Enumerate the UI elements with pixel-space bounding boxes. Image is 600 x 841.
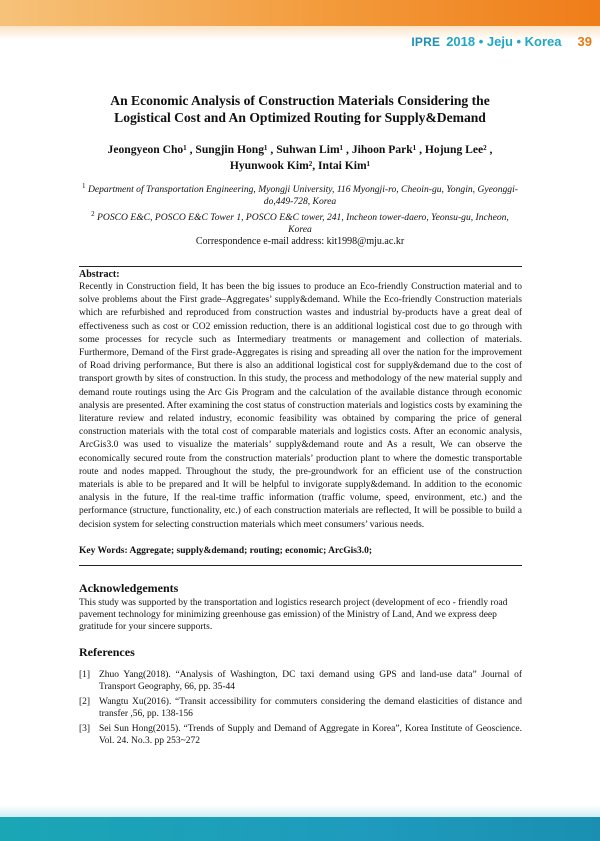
title-line-1: An Economic Analysis of Construction Materials Considering the xyxy=(110,93,490,108)
affiliation-2-text: POSCO E&C, POSCO E&C Tower 1, POSCO E&C tower, 241, Incheon tower-daero, Yeonsu-gu, Incheon, Korea xyxy=(94,212,509,236)
affiliation-1 xyxy=(80,180,520,208)
acknowledgements-heading: Acknowledgements xyxy=(79,581,179,595)
references-heading: References xyxy=(79,645,135,659)
header-band xyxy=(0,0,600,26)
abstract-body: Recently in Construction field, It has been the big issues to produce an Eco-friendly Construction material and to solve problems about the First grade–Aggregates’ supply&demand. While the Eco-friendly Construction materials which are refurbished and reproduced from construction wastes and industrial by-products have a great deal of effectiveness such as cost or CO2 emission reduction, there is an additional logistical cost due to go through with some processes for recycle such as Intermediary treatments or management and collection of materials. Furthermore, Demand of the First grade-Aggregates is rising and spreading all over the nation for the improvement of Road driving performance, But there is also an additional logistical cost for supply&demand due to the cost of transport growth by sites of construction. In this study, the process and methodology of the new material supply and demand route routings using the Arc Gis Program and the calculation of the available distance through economic analysis are presented. After examining the cost status of construction materials and logistics costs by examining the literature review and related industry, economic feasibility was obtained by comparing the price of general construction materials with the total cost of comparable materials and logistics costs. After an economic analysis, ArcGis3.0 was used to visualize the materials’ supply&demand route and As a result, We can observe the economically secured route from the construction materials’ production plant to where the domestic transportable route and nodes mapped. Throughout the study, the pre-groundwork for an efficient use of the construction materials is able to be prepared and It will be helpful to invigorate supply&demand. In addition to the economic analysis in the future, If the real-time traffic information (traffic volume, speed, environment, etc.) and the performance (structure, functionality, etc.) of each construction materials are reflected, It will be possible to build a decision system for selecting construction materials which meet consumers’ various needs. xyxy=(79,282,522,530)
keywords: Key Words: Aggregate; supply&demand; routing; economic; ArcGis3.0; xyxy=(79,546,372,556)
title-line-2: Logistical Cost and An Optimized Routing for Supply&Demand xyxy=(114,110,486,125)
reference-item xyxy=(79,669,522,694)
authors-line-2: Hyunwook Kim², Intai Kim¹ xyxy=(229,159,371,172)
reference-number: [3] xyxy=(79,723,91,734)
affiliation-2-marker: 2 xyxy=(91,210,95,219)
page-number: 39 xyxy=(577,34,592,49)
conference-name: 2018 • Jeju • Korea xyxy=(446,34,562,49)
references-list xyxy=(79,669,522,749)
abstract-heading: Abstract: xyxy=(79,269,120,280)
affiliation-1-text: Department of Transportation Engineering, Myongji University, 116 Myongji-ro, Cheoin-gu, Yongin, Gyeonggi-do,449-728, Korea xyxy=(85,184,518,208)
affiliation-1-marker: 1 xyxy=(82,182,86,190)
correspondence-email: Correspondence e-mail address: kit1998@mju.ac.kr xyxy=(195,236,405,247)
reference-text: Wangtu Xu(2016). “Transit accessibility for commuters considering the demand elasticities of distance and transfer ,56, pp. 138-156 xyxy=(99,696,522,720)
abstract-top-rule xyxy=(79,266,522,267)
reference-item xyxy=(79,723,522,748)
acknowledgements-body: This study was supported by the transportation and logistics research project (development of eco - friendly road pavement technology for minimizing greenhouse gas emission) of the Ministry of Land, And we express deep gratitude for your sincere supports. xyxy=(79,598,508,632)
affiliations xyxy=(80,180,520,236)
footer-band-fade xyxy=(0,805,600,817)
reference-item xyxy=(79,696,522,721)
reference-text: Zhuo Yang(2018). “Analysis of Washington, DC taxi demand using GPS and land-use data” Journal of Transport Geography, 66, pp. 35-44 xyxy=(99,670,522,693)
abstract-bottom-rule xyxy=(79,565,522,566)
affiliation-2 xyxy=(80,208,520,236)
reference-number: [2] xyxy=(79,696,91,707)
author-list xyxy=(60,142,540,174)
paper-title xyxy=(60,92,540,126)
footer-band xyxy=(0,817,600,841)
reference-number: [1] xyxy=(79,670,91,680)
reference-text: Sei Sun Hong(2015). “Trends of Supply and Demand of Aggregate in Korea”, Korea Institute of Geoscience. Vol. 24. No.3. pp 253~272 xyxy=(99,723,522,747)
conference-badge xyxy=(411,34,592,49)
conference-logo: IPRE xyxy=(411,34,441,49)
authors-line-1: Jeongyeon Cho¹ , Sungjin Hong¹ , Suhwan Lim¹ , Jihoon Park¹ , Hojung Lee² , xyxy=(107,143,493,156)
